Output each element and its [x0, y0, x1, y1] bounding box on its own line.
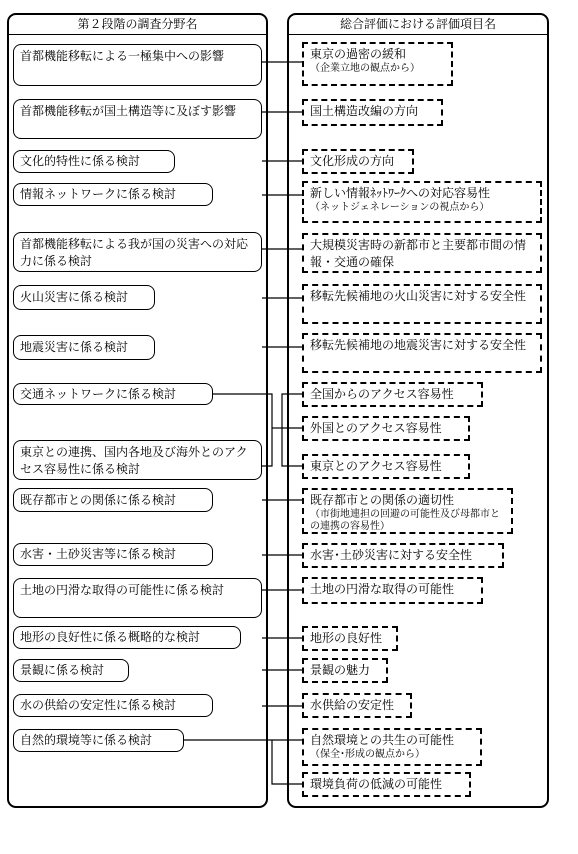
connector — [272, 740, 302, 784]
left-item: 交通ネットワークに係る検討 — [13, 383, 213, 405]
right-item: 自然環境との共生の可能性 （保全･形成の観点から） — [302, 728, 482, 766]
right-item: 外国とのアクセス容易性 — [302, 416, 470, 441]
right-item: 景観の魅力 — [302, 658, 388, 683]
right-item: 移転先候補地の火山災害に対する安全性 — [302, 284, 542, 324]
left-item: 火山災害に係る検討 — [13, 285, 155, 310]
left-item: 情報ネットワークに係る検討 — [13, 183, 213, 206]
left-item: 地形の良好性に係る概略的な検討 — [13, 626, 241, 649]
right-item: 既存都市との関係の適切性 （市街地連担の回避の可能性及び母都市との連携の容易性） — [302, 488, 513, 534]
left-item: 首都機能移転による一極集中への影響 — [13, 44, 262, 86]
right-item: 地形の良好性 — [302, 626, 398, 651]
right-item: 環境負荷の低減の可能性 — [302, 772, 471, 797]
left-item: 水害・土砂災害等に係る検討 — [13, 543, 213, 566]
right-item: 移転先候補地の地震災害に対する安全性 — [302, 333, 542, 373]
left-item: 首都機能移転が国土構造等に及ぼす影響 — [13, 99, 262, 139]
right-item: 全国からのアクセス容易性 — [302, 382, 483, 407]
left-item: 地震災害に係る検討 — [13, 335, 155, 360]
left-column-header: 第２段階の調査分野名 — [9, 15, 266, 35]
left-item: 首都機能移転による我が国の災害への対応力に係る検討 — [13, 232, 262, 272]
right-item: 東京とのアクセス容易性 — [302, 454, 470, 479]
left-item: 東京との連携、国内各地及び海外とのアクセス容易性に係る検討 — [13, 440, 262, 480]
right-item: 新しい情報ﾈｯﾄﾜｰｸへの対応容易性 （ネットジェネレーションの視点から） — [302, 181, 542, 223]
right-item: 文化形成の方向 — [302, 149, 414, 174]
right-item: 国土構造改編の方向 — [302, 99, 443, 126]
right-item: 土地の円滑な取得の可能性 — [302, 577, 483, 604]
right-item: 水害･土砂災害に対する安全性 — [302, 543, 504, 568]
left-item: 水の供給の安定性に係る検討 — [13, 694, 213, 717]
left-item: 文化的特性に係る検討 — [13, 150, 175, 173]
left-item: 景観に係る検討 — [13, 659, 129, 682]
left-item: 土地の円滑な取得の可能性に係る検討 — [13, 578, 262, 618]
left-item: 自然的環境等に係る検討 — [13, 729, 184, 752]
right-item: 東京の過密の緩和 （企業立地の観点から） — [302, 42, 453, 86]
left-item: 既存都市との関係に係る検討 — [13, 488, 213, 512]
right-column-header: 総合評価における評価項目名 — [289, 15, 547, 35]
connector — [282, 394, 302, 466]
right-item: 大規模災害時の新都市と主要都市間の情報・交通の確保 — [302, 233, 542, 273]
right-item: 水供給の安定性 — [302, 693, 412, 718]
